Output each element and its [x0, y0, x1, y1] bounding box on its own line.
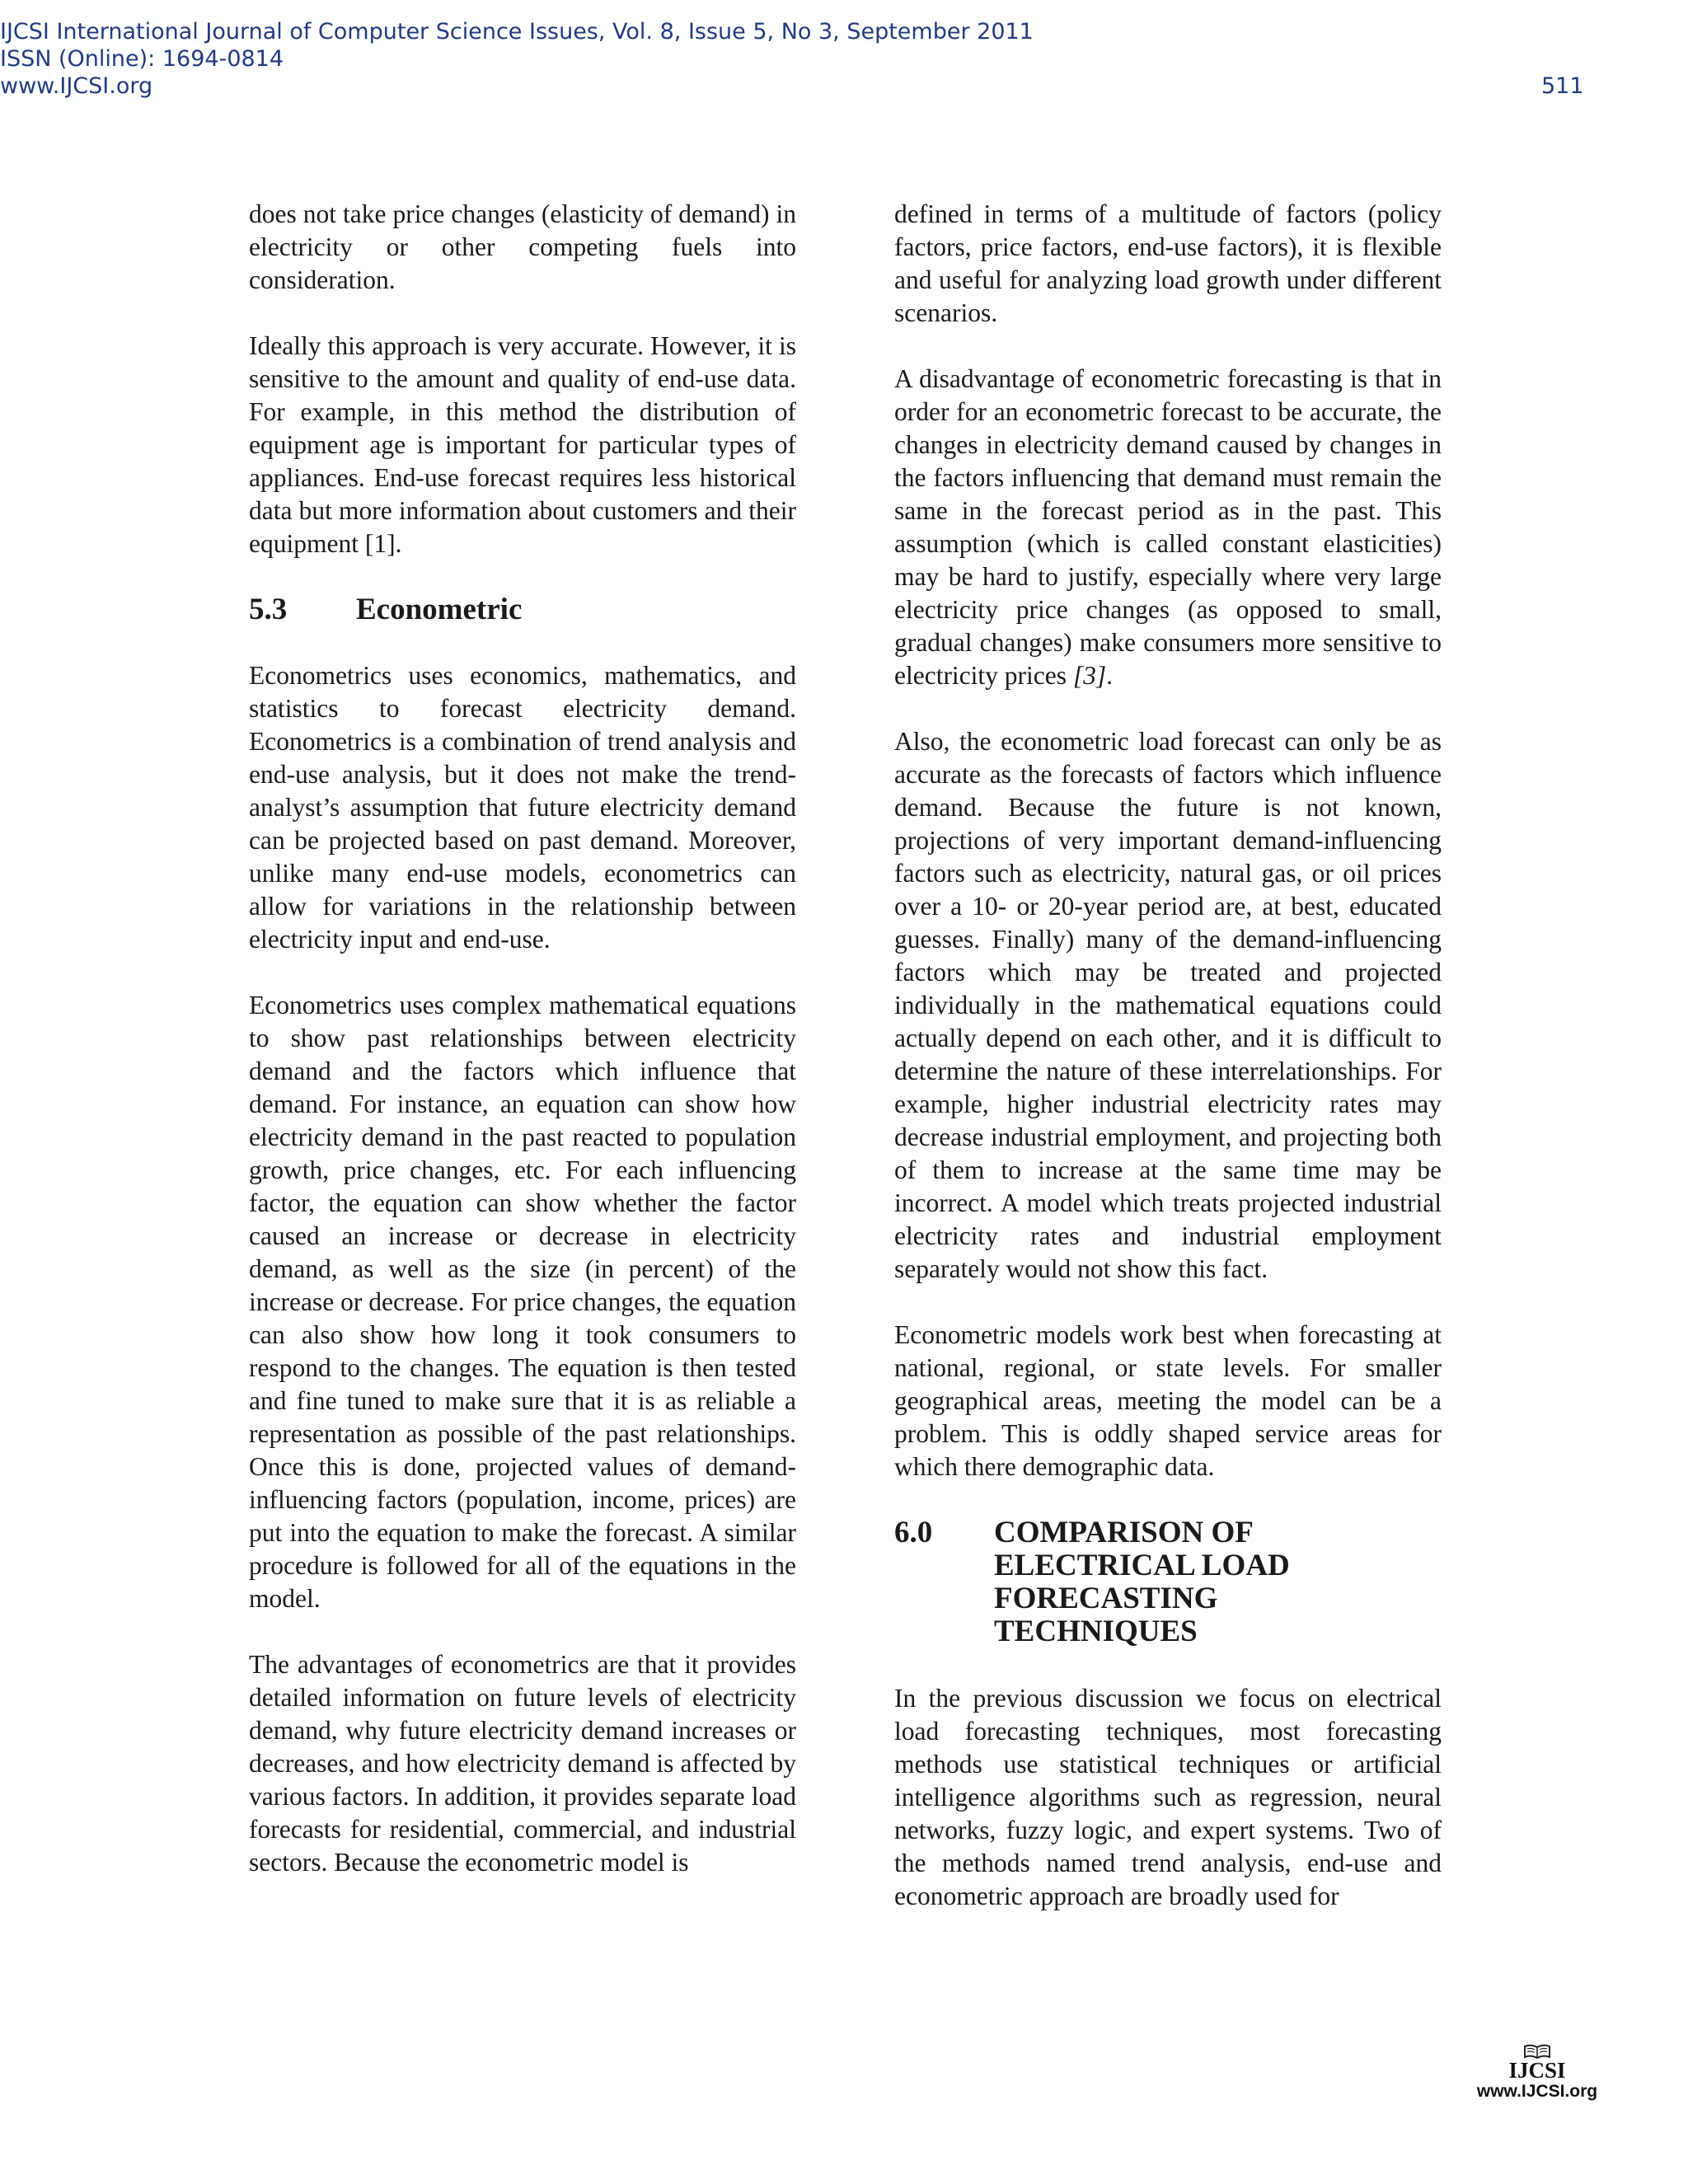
journal-website: www.IJCSI.org [0, 73, 153, 99]
issn-line: ISSN (Online): 1694-0814 [0, 46, 284, 72]
open-book-icon [1523, 2044, 1551, 2059]
right-paragraph-1: defined in terms of a multitude of factors (policy factors, price factors, end-use factors), it is flexible and useful for analyzing load growth under different scenarios. [894, 199, 1442, 327]
right-paragraph-2-end: . [1106, 661, 1114, 690]
journal-header [0, 18, 1034, 100]
left-paragraph-3: Econometrics uses economics, mathematics, and statistics to forecast electricity demand. Econometrics is a combination of trend analysis and end-use analysis, but it does not make the trend-analyst’s assumption that future electricity demand can be projected based on past demand. Moreover, unlike many end-use models, econometrics can allow for variations in the relationship between electricity input and end-use. [249, 661, 796, 954]
section-number: 6.0 [894, 1516, 933, 1549]
section-number: 5.3 [249, 593, 288, 626]
right-paragraph-4: Econometric models work best when forecasting at national, regional, or state levels. For smaller geographical areas, meeting the model can be a problem. This is oddly shaped service areas for which there demographic data. [894, 1320, 1442, 1481]
left-paragraph-2: Ideally this approach is very accurate. However, it is sensitive to the amount and quality of end-use data. For example, in this method the distribution of equipment age is important for particular types of appliances. End-use forecast requires less historical data but more information about customers and their equipment [1]. [249, 331, 796, 558]
right-column [894, 198, 1442, 1913]
left-paragraph-1: does not take price changes (elasticity of demand) in electricity or other competing fuels into consideration. [249, 199, 796, 294]
left-paragraph-5: The advantages of econometrics are that it provides detailed information on future levels of electricity demand, why future electricity demand increases or decreases, and how electricity demand is affected by various factors. In addition, it provides separate load forecasts for residential, commercial, and industrial sectors. Because the econometric model is [249, 1650, 796, 1877]
journal-title-line: IJCSI International Journal of Computer Science Issues, Vol. 8, Issue 5, No 3, September 2011 [0, 19, 1034, 45]
section-title: COMPARISON OF ELECTRICAL LOAD FORECASTING TECHNIQUES [994, 1516, 1290, 1648]
section-heading-6-0 [894, 1516, 1442, 1648]
logo-url: www.IJCSI.org [1476, 2082, 1598, 2101]
page-number: 511 [1541, 73, 1584, 99]
section-heading-5-3 [249, 593, 796, 626]
ijcsi-footer-logo [1459, 2044, 1615, 2102]
right-paragraph-2-text: A disadvantage of econometric forecasting is that in order for an econometric forecast to be accurate, the changes in electricity demand caused by changes in the factors influencing that demand must remain the same in the forecast period as in the past. This assumption (which is called constant elasticities) may be hard to justify, especially where very large electricity price changes (as opposed to small, gradual changes) make consumers more sensitive to electricity prices [894, 364, 1442, 690]
citation-3: [3] [1072, 661, 1107, 690]
left-paragraph-4: Econometrics uses complex mathematical equations to show past relationships between electricity demand and the factors which influence that demand. For instance, an equation can show how electricity demand in the past reacted to population growth, price changes, etc. For each influencing factor, the equation can show whether the factor caused an increase or decrease in electricity demand, as well as the size (in percent) of the increase or decrease. For price changes, the equation can also show how long it took consumers to respond to the changes. The equation is then tested and fine tuned to make sure that it is as reliable a representation as possible of the past relationships. Once this is done, projected values of demand-influencing factors (population, income, prices) are put into the equation to make the forecast. A similar procedure is followed for all of the equations in the model. [249, 991, 796, 1613]
left-column [249, 198, 796, 1879]
section-title: Econometric [356, 593, 523, 626]
right-paragraph-3: Also, the econometric load forecast can only be as accurate as the forecasts of factors which influence demand. Because the future is not known, projections of very important demand-influencing factors such as electricity, natural gas, or oil prices over a 10- or 20-year period are, at best, educated guesses. Finally) many of the demand-influencing factors which may be treated and projected individually in the mathematical equations could actually depend on each other, and it is difficult to determine the nature of these interrelationships. For example, higher industrial electricity rates may decrease industrial employment, and projecting both of them to increase at the same time may be incorrect. A model which treats projected industrial electricity rates and industrial employment separately would not show this fact. [894, 727, 1442, 1283]
right-paragraph-2 [894, 363, 1442, 692]
right-paragraph-5: In the previous discussion we focus on electrical load forecasting techniques, most forecasting methods use statistical techniques or artificial intelligence algorithms such as regression, neural networks, fuzzy logic, and expert systems. Two of the methods named trend analysis, end-use and econometric approach are broadly used for [894, 1684, 1442, 1910]
logo-text: IJCSI [1508, 2058, 1566, 2083]
